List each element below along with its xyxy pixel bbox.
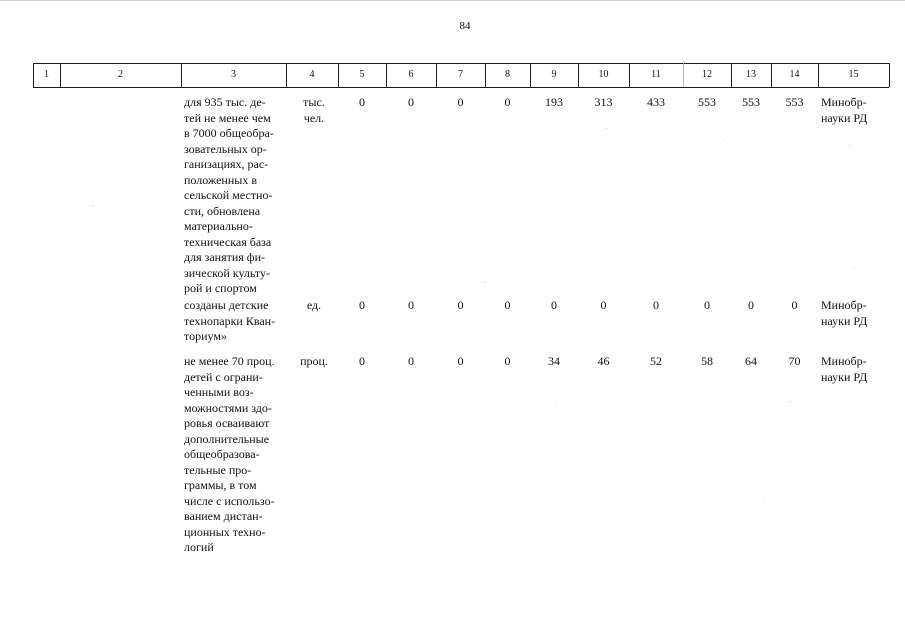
value-cell: 70 bbox=[788, 354, 801, 368]
scan-speck bbox=[790, 402, 791, 403]
responsible-cell bbox=[821, 95, 891, 126]
column-header-2: 2 bbox=[118, 69, 123, 80]
column-header-14: 14 bbox=[789, 69, 800, 80]
description-line: детей с ограни- bbox=[184, 369, 263, 384]
column-header-8: 8 bbox=[505, 69, 510, 80]
description-line: ченными воз- bbox=[184, 385, 254, 399]
value-cell: 0 bbox=[504, 95, 511, 109]
value-cell: 0 bbox=[408, 95, 414, 109]
description-line: рой и спортом bbox=[184, 281, 257, 295]
scan-speck bbox=[723, 140, 724, 141]
value-cell: 0 bbox=[551, 298, 557, 312]
description-line: ториум» bbox=[184, 329, 227, 343]
description-line: ванием дистан- bbox=[184, 509, 263, 523]
value-cell: 0 bbox=[600, 298, 607, 312]
description-line: сельской местно- bbox=[184, 188, 273, 202]
indicator-description bbox=[184, 354, 284, 556]
page-number: 84 bbox=[459, 20, 471, 32]
responsible-line: Минобр- bbox=[821, 298, 867, 312]
value-cell: 58 bbox=[701, 354, 713, 368]
column-header-11: 11 bbox=[651, 69, 661, 80]
value-cell: 553 bbox=[698, 95, 716, 109]
value-cell: 0 bbox=[457, 95, 464, 109]
description-line: ционных техно- bbox=[184, 524, 266, 539]
scan-speck bbox=[763, 498, 764, 499]
table-header-bottom-rule bbox=[33, 87, 889, 88]
value-cell: 0 bbox=[504, 354, 511, 368]
column-header-7: 7 bbox=[458, 69, 463, 80]
column-header-5: 5 bbox=[359, 69, 365, 80]
responsible-cell bbox=[821, 354, 891, 385]
description-line: для занятия фи- bbox=[184, 250, 265, 264]
value-cell: 64 bbox=[745, 354, 757, 368]
column-header-3: 3 bbox=[231, 69, 236, 80]
value-cell: 46 bbox=[597, 354, 610, 368]
value-cell: 553 bbox=[742, 95, 760, 109]
value-cell: 0 bbox=[504, 298, 511, 312]
scan-speck bbox=[485, 282, 486, 283]
scan-speck bbox=[556, 405, 557, 406]
unit-line: проц. bbox=[300, 354, 328, 368]
description-line: сти, обновлена bbox=[184, 203, 261, 218]
value-cell: 433 bbox=[647, 95, 665, 109]
unit-cell bbox=[289, 95, 339, 126]
column-header-4: 4 bbox=[309, 69, 315, 80]
description-line: ровья осваивают bbox=[184, 416, 270, 430]
description-line: технопарки Кван- bbox=[184, 313, 276, 328]
value-cell: 0 bbox=[359, 95, 365, 109]
scan-speck bbox=[849, 145, 850, 146]
description-line: техническая база bbox=[184, 234, 272, 249]
value-cell: 0 bbox=[359, 354, 365, 368]
unit-cell bbox=[289, 354, 339, 370]
description-line: граммы, в том bbox=[184, 478, 257, 492]
description-line: зовательных ор- bbox=[184, 141, 267, 156]
value-cell: 0 bbox=[704, 298, 710, 312]
column-header-10: 10 bbox=[598, 69, 609, 80]
value-cell: 553 bbox=[785, 95, 804, 109]
value-cell: 0 bbox=[457, 298, 464, 312]
column-header-9: 9 bbox=[551, 69, 557, 80]
value-cell: 313 bbox=[594, 95, 613, 109]
column-header-12: 12 bbox=[702, 69, 712, 80]
scan-speck bbox=[606, 128, 607, 129]
indicator-description bbox=[184, 95, 284, 297]
description-line: ганизациях, рас- bbox=[184, 157, 269, 171]
value-cell: 0 bbox=[748, 298, 754, 312]
responsible-line: науки РД bbox=[821, 313, 868, 328]
column-header-1: 1 bbox=[44, 69, 49, 80]
description-line: зической культу- bbox=[184, 265, 271, 280]
value-cell: 52 bbox=[650, 354, 662, 368]
value-cell: 0 bbox=[408, 354, 414, 368]
description-line: положенных в bbox=[184, 172, 257, 187]
description-line: в 7000 общеобра- bbox=[184, 126, 274, 140]
indicator-description bbox=[184, 298, 284, 345]
description-line: материально- bbox=[184, 219, 253, 233]
responsible-line: Минобр- bbox=[821, 95, 867, 109]
value-cell: 0 bbox=[457, 354, 464, 368]
responsible-line: науки РД bbox=[821, 369, 868, 384]
scan-speck bbox=[93, 205, 94, 206]
column-header-6: 6 bbox=[408, 69, 414, 80]
value-cell: 0 bbox=[653, 298, 659, 312]
column-separator bbox=[889, 63, 890, 87]
description-line: логий bbox=[184, 540, 214, 554]
value-cell: 0 bbox=[791, 298, 798, 312]
unit-line: тыс. bbox=[303, 95, 325, 109]
description-line: тельные про- bbox=[184, 462, 252, 477]
responsible-line: Минобр- bbox=[821, 354, 867, 368]
column-header-13: 13 bbox=[746, 69, 756, 80]
column-header-15: 15 bbox=[848, 69, 859, 80]
description-line: для 935 тыс. де- bbox=[184, 95, 266, 109]
value-cell: 193 bbox=[545, 95, 563, 109]
responsible-line: науки РД bbox=[821, 110, 868, 125]
value-cell: 0 bbox=[408, 298, 414, 312]
value-cell: 0 bbox=[359, 298, 365, 312]
description-line: числе с использо- bbox=[184, 493, 275, 508]
description-line: можностями здо- bbox=[184, 400, 272, 415]
unit-line: ед. bbox=[306, 298, 322, 312]
description-line: общеобразова- bbox=[184, 447, 260, 461]
page-top-border bbox=[0, 0, 905, 1]
value-cell: 34 bbox=[548, 354, 560, 368]
scan-speck bbox=[853, 267, 854, 268]
unit-cell bbox=[289, 298, 339, 314]
responsible-cell bbox=[821, 298, 891, 329]
description-line: дополнительные bbox=[184, 431, 270, 446]
description-line: созданы детские bbox=[184, 298, 269, 312]
unit-line: чел. bbox=[303, 110, 325, 125]
description-line: тей не менее чем bbox=[184, 110, 271, 125]
description-line: не менее 70 проц. bbox=[184, 354, 275, 368]
